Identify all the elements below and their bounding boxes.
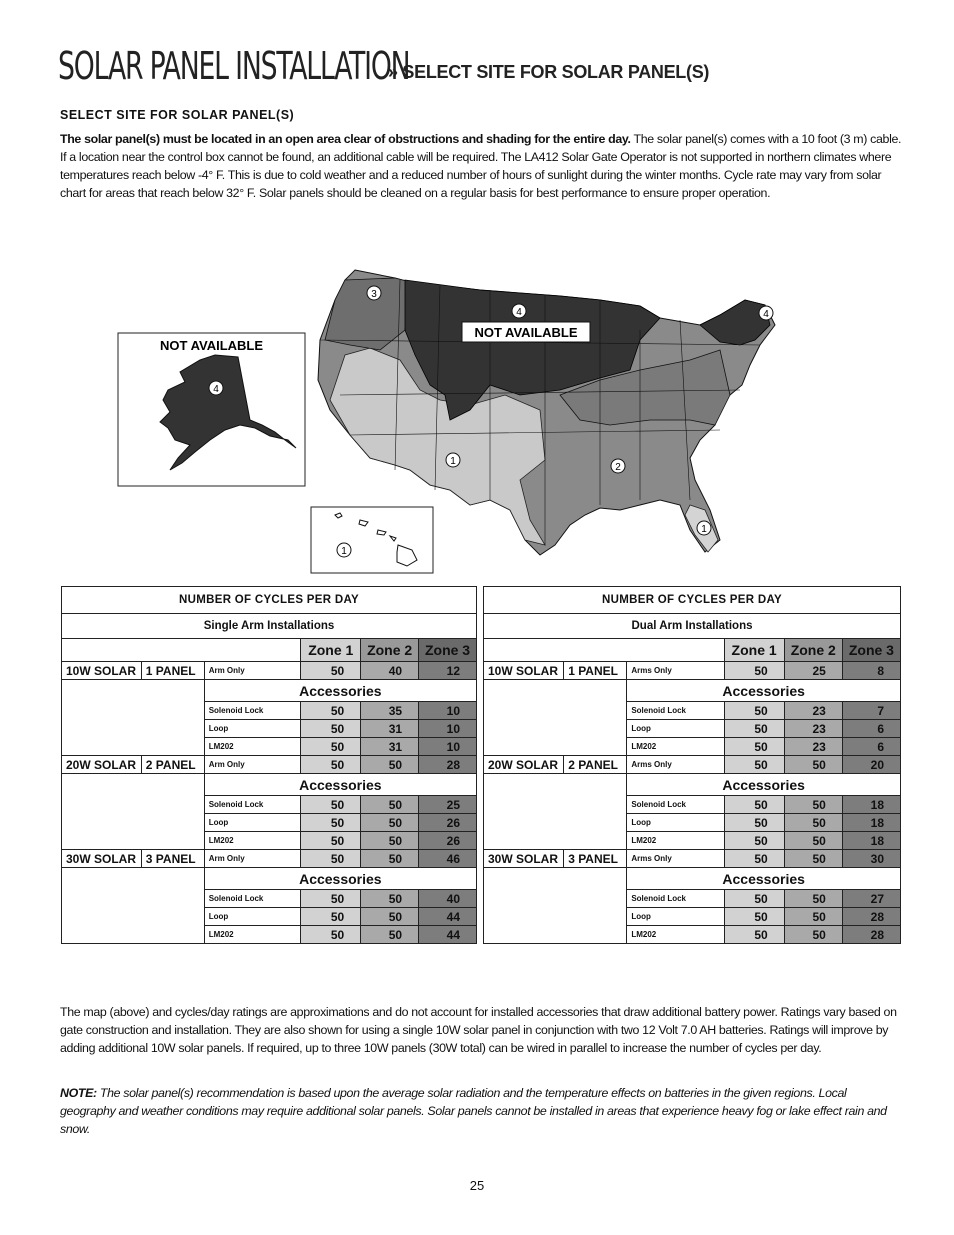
cycle-value: 50: [724, 720, 784, 738]
cycle-value: 50: [724, 702, 784, 720]
cycle-value: 20: [842, 756, 900, 774]
blank-cell: [484, 639, 725, 662]
panel-count: 2 PANEL: [564, 756, 627, 774]
cycle-value: 50: [784, 832, 842, 850]
accessories-label: Accessories: [204, 868, 476, 890]
cycle-value: 23: [784, 702, 842, 720]
cycle-value: 12: [419, 662, 477, 680]
cycle-value: 50: [301, 890, 361, 908]
solar-wattage: 20W SOLAR: [484, 756, 564, 774]
accessories-label: Accessories: [627, 680, 901, 702]
cycle-value: 25: [784, 662, 842, 680]
page-number: 25: [469, 1178, 485, 1193]
svg-text:4: 4: [516, 307, 522, 318]
accessory-name: LM202: [627, 926, 724, 944]
single-arm-cycles-table: [61, 586, 477, 944]
cycle-value: 50: [784, 814, 842, 832]
cycle-value: 50: [724, 738, 784, 756]
cycle-value: 50: [301, 796, 361, 814]
solar-wattage: 10W SOLAR: [62, 662, 142, 680]
accessory-name: LM202: [627, 738, 724, 756]
cycle-value: 50: [724, 814, 784, 832]
cycle-value: 30: [842, 850, 900, 868]
solar-wattage: 30W SOLAR: [62, 850, 142, 868]
cycle-value: 50: [361, 832, 419, 850]
cycle-value: 40: [419, 890, 477, 908]
cycle-value: 8: [842, 662, 900, 680]
base-config: Arms Only: [627, 662, 724, 680]
solar-wattage: 30W SOLAR: [484, 850, 564, 868]
panel-count: 3 PANEL: [141, 850, 204, 868]
cycle-value: 18: [842, 796, 900, 814]
cycle-value: 28: [419, 756, 477, 774]
panel-count: 2 PANEL: [141, 756, 204, 774]
svg-text:4: 4: [213, 384, 219, 395]
page-title-sub: » SELECT SITE FOR SOLAR PANEL(S): [388, 62, 710, 82]
cycle-value: 44: [419, 926, 477, 944]
accessories-label: Accessories: [627, 774, 901, 796]
cycle-value: 50: [301, 702, 361, 720]
cycle-value: 50: [784, 908, 842, 926]
cycle-value: 50: [724, 796, 784, 814]
accessory-name: Loop: [204, 908, 301, 926]
cycle-value: 28: [842, 926, 900, 944]
cycle-value: 50: [784, 796, 842, 814]
panel-count: 1 PANEL: [141, 662, 204, 680]
section-heading: SELECT SITE FOR SOLAR PANEL(S): [60, 108, 295, 122]
accessory-name: LM202: [204, 738, 301, 756]
table-row: [484, 662, 901, 680]
base-config: Arms Only: [627, 756, 724, 774]
accessory-name: LM202: [204, 926, 301, 944]
blank-cell: [62, 680, 205, 756]
cycle-value: 26: [419, 814, 477, 832]
cycle-value: 50: [301, 738, 361, 756]
accessory-name: Solenoid Lock: [204, 702, 301, 720]
accessory-name: Solenoid Lock: [627, 796, 724, 814]
accessory-name: Solenoid Lock: [204, 796, 301, 814]
cycle-value: 7: [842, 702, 900, 720]
cycle-value: 46: [419, 850, 477, 868]
cycle-value: 50: [784, 890, 842, 908]
cycle-value: 50: [724, 832, 784, 850]
cycle-value: 23: [784, 738, 842, 756]
svg-text:4: 4: [763, 309, 769, 320]
svg-text:1: 1: [450, 456, 456, 467]
accessory-name: Loop: [627, 814, 724, 832]
zone-header: Zone 3: [842, 639, 900, 662]
cycle-value: 27: [842, 890, 900, 908]
accessory-name: LM202: [627, 832, 724, 850]
zone-header: Zone 3: [419, 639, 477, 662]
accessory-name: Solenoid Lock: [204, 890, 301, 908]
svg-text:1: 1: [701, 524, 707, 535]
cycle-value: 26: [419, 832, 477, 850]
cycle-value: 50: [724, 908, 784, 926]
intro-bold: The solar panel(s) must be located in an open area clear of obstructions and shading for the entire day.: [60, 132, 631, 146]
cycle-value: 18: [842, 832, 900, 850]
base-config: Arm Only: [204, 756, 301, 774]
cycle-value: 50: [301, 756, 361, 774]
solar-wattage: 10W SOLAR: [484, 662, 564, 680]
table-row: [484, 850, 901, 868]
accessories-label: Accessories: [627, 868, 901, 890]
blank-cell: [484, 680, 627, 756]
table-row: [62, 662, 477, 680]
accessory-name: Loop: [204, 720, 301, 738]
svg-text:1: 1: [341, 546, 347, 557]
cycle-value: 50: [361, 926, 419, 944]
table-row: [62, 756, 477, 774]
panel-count: 3 PANEL: [564, 850, 627, 868]
table-row: [484, 756, 901, 774]
intro-rest: The solar panel(s) comes with a 10 foot (3 m) cable. If a location near the control box cannot be found, an additional cable will be required. The LA412 Solar Gate Operator is not supported in northern climates where temperatures reach below -4° F. This is due to cold weather and a reduced number of hours of sunlight during the winter months. Cycle rate may vary from solar chart for areas that reach below 32° F. Solar panels should be cleaned on a regular basis for best performance to ensure proper operation.: [60, 132, 902, 200]
cycle-value: 10: [419, 738, 477, 756]
blank-cell: [62, 774, 205, 850]
note-text: The solar panel(s) recommendation is based upon the average solar radiation and the temperature effects on batteries in the given regions. Local geography and weather conditions may require additional solar panels. Solar panels cannot be installed in areas that experience heavy fog or lake effect rain and snow.: [60, 1086, 887, 1136]
cycle-value: 28: [842, 908, 900, 926]
cycle-value: 6: [842, 738, 900, 756]
zone-header: Zone 1: [724, 639, 784, 662]
base-config: Arms Only: [627, 850, 724, 868]
hawaii-inset-frame: [311, 507, 433, 573]
cycle-value: 50: [724, 662, 784, 680]
zone-header: Zone 2: [361, 639, 419, 662]
cycle-value: 50: [361, 756, 419, 774]
cycle-value: 50: [784, 850, 842, 868]
zone-header: Zone 1: [301, 639, 361, 662]
cycle-value: 6: [842, 720, 900, 738]
cycle-value: 31: [361, 738, 419, 756]
base-config: Arm Only: [204, 850, 301, 868]
blank-cell: [484, 868, 627, 944]
cycle-value: 18: [842, 814, 900, 832]
cycle-value: 50: [784, 756, 842, 774]
cycle-value: 50: [724, 850, 784, 868]
footnote-paragraph: The map (above) and cycles/day ratings are approximations and do not account for installed accessories that draw additional battery power. Ratings vary based on gate construction and installation. They are also shown for using a single 10W solar panel in conjunction with two 12 Volt 7.0 AH batteries. Ratings will improve by adding additional 10W solar panels. If required, up to three 10W panels (30W total) can be wired in parallel to increase the number of cycles per day.: [60, 1005, 897, 1055]
blank-cell: [62, 868, 205, 944]
accessory-name: Loop: [627, 908, 724, 926]
accessory-name: LM202: [204, 832, 301, 850]
accessories-label: Accessories: [204, 680, 476, 702]
cycle-value: 10: [419, 702, 477, 720]
accessory-name: Solenoid Lock: [627, 702, 724, 720]
svg-text:2: 2: [615, 462, 621, 473]
table-subheader: Single Arm Installations: [62, 614, 477, 639]
not-available-north: NOT AVAILABLE: [474, 325, 578, 340]
cycle-value: 50: [724, 926, 784, 944]
cycle-value: 50: [361, 908, 419, 926]
cycle-value: 25: [419, 796, 477, 814]
cycle-value: 50: [301, 662, 361, 680]
cycle-value: 31: [361, 720, 419, 738]
accessories-label: Accessories: [204, 774, 476, 796]
cycle-value: 44: [419, 908, 477, 926]
solar-zone-map: [0, 0, 954, 580]
not-available-alaska: NOT AVAILABLE: [160, 338, 264, 353]
accessory-name: Loop: [627, 720, 724, 738]
cycle-value: 50: [361, 796, 419, 814]
cycle-value: 50: [301, 850, 361, 868]
cycle-value: 50: [361, 814, 419, 832]
table-header: NUMBER OF CYCLES PER DAY: [62, 587, 477, 614]
table-subheader: Dual Arm Installations: [484, 614, 901, 639]
page-title-main: SOLAR PANEL INSTALLATION: [58, 44, 410, 88]
note-label: NOTE:: [60, 1086, 97, 1100]
solar-wattage: 20W SOLAR: [62, 756, 142, 774]
cycle-value: 50: [361, 890, 419, 908]
blank-cell: [484, 774, 627, 850]
svg-text:3: 3: [371, 289, 377, 300]
cycle-value: 50: [301, 908, 361, 926]
base-config: Arm Only: [204, 662, 301, 680]
table-row: [62, 850, 477, 868]
panel-count: 1 PANEL: [564, 662, 627, 680]
cycle-value: 23: [784, 720, 842, 738]
cycle-value: 50: [301, 814, 361, 832]
dual-arm-cycles-table: [483, 586, 901, 944]
accessory-name: Loop: [204, 814, 301, 832]
cycle-value: 50: [301, 832, 361, 850]
accessory-name: Solenoid Lock: [627, 890, 724, 908]
cycle-value: 50: [301, 720, 361, 738]
cycle-value: 50: [724, 756, 784, 774]
blank-cell: [62, 639, 301, 662]
cycle-value: 50: [361, 850, 419, 868]
cycle-value: 35: [361, 702, 419, 720]
zone-header: Zone 2: [784, 639, 842, 662]
note-paragraph: [60, 1084, 902, 1138]
cycle-value: 40: [361, 662, 419, 680]
cycle-value: 50: [784, 926, 842, 944]
cycle-value: 10: [419, 720, 477, 738]
cycle-value: 50: [724, 890, 784, 908]
cycle-value: 50: [301, 926, 361, 944]
table-header: NUMBER OF CYCLES PER DAY: [484, 587, 901, 614]
